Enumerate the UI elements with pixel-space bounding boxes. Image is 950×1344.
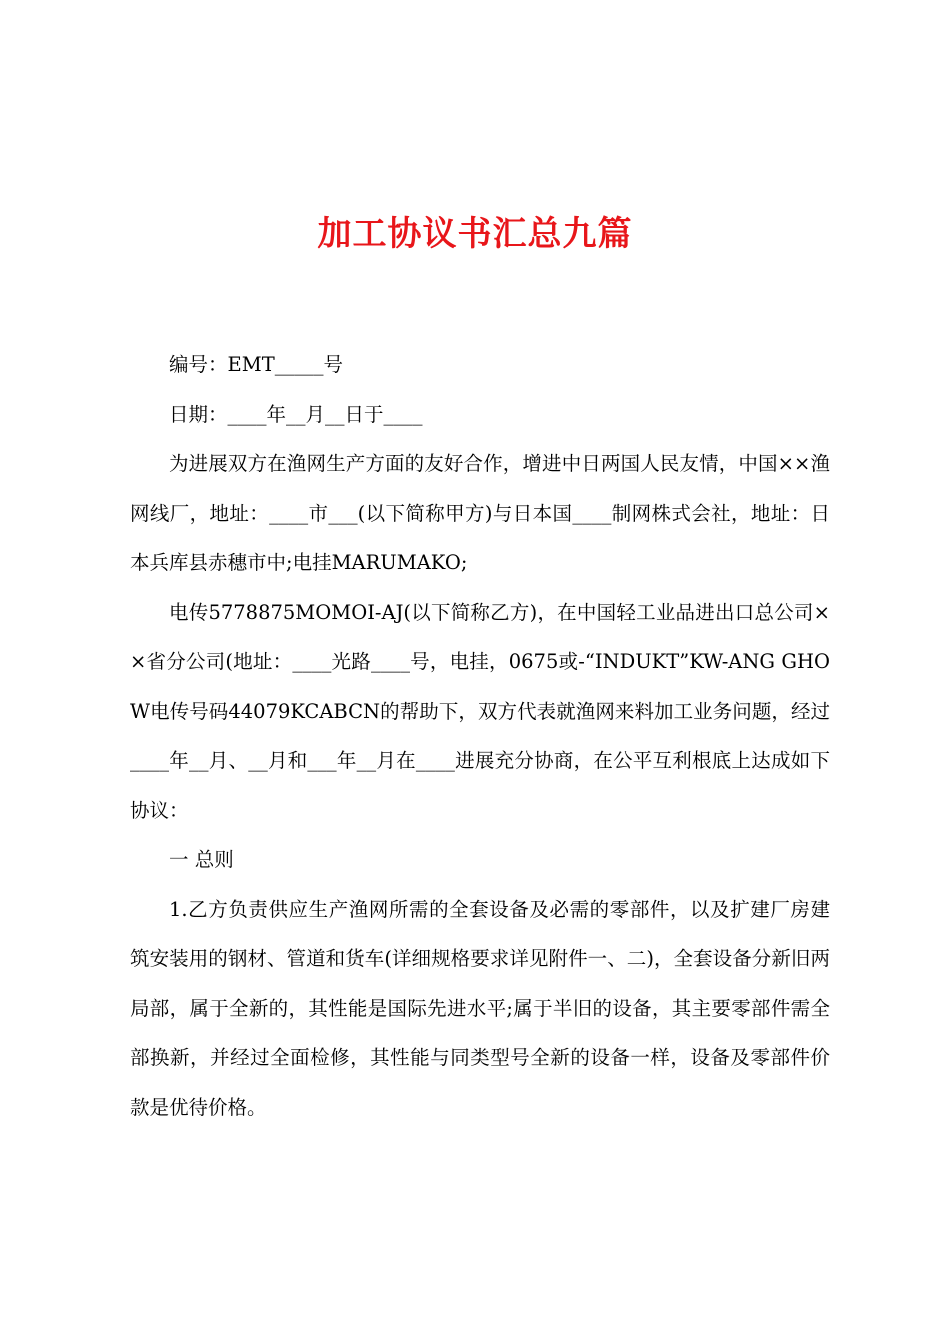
- date-line: 日期：____年__月__日于____: [169, 402, 423, 426]
- section-heading-general: 一 总则: [169, 848, 234, 871]
- document-body: [130, 340, 830, 1132]
- document-title: 加工协议书汇总九篇: [317, 214, 633, 254]
- contract-number-line: 编号：EMT_____号: [169, 353, 343, 376]
- clause-1-paragraph: 1.乙方负责供应生产渔网所需的全套设备及必需的零部件，以及扩建厂房建筑安装用的钢材、管道和货车(详细规格要求详见附件一、二)，全套设备分新旧两局部，属于全新的，其性能是国际先进水平;属于半旧的设备，其主要零部件需全部换新，并经过全面检修，其性能与同类型号全新的设备一样，设备及零部件价款是优待价格。: [130, 897, 830, 1119]
- intro-paragraph: 为进展双方在渔网生产方面的友好合作，增进中日两国人民友情，中国××渔网线厂，地址：____市___(以下简称甲方)与日本国____制网株式会社，地址：日本兵库县赤穗市中;电挂MARUMAKO;: [130, 452, 830, 574]
- party-b-paragraph: 电传5778875MOMOI-AJ(以下简称乙方)，在中国轻工业品进出口总公司××省分公司(地址：____光路____号，电挂，0675或-“INDUKT”KW-ANG GHOW电传号码44079KCABCN的帮助下，双方代表就渔网来料加工业务问题，经过____年__月、__月和___年__月在____进展充分协商，在公平互利根底上达成如下协议：: [130, 600, 830, 822]
